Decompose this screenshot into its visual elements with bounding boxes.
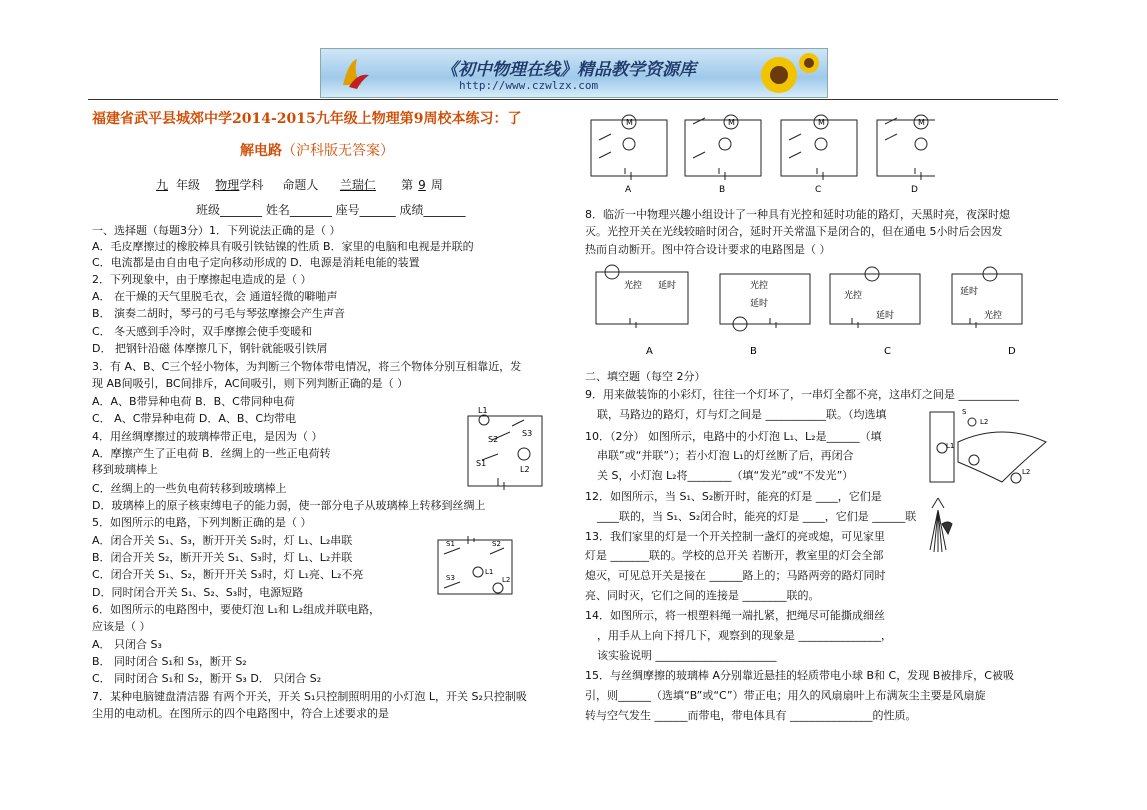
q1-options-cd: C．电流都是由自由电子定向移动形成的 D．电源是消耗电能的装置 — [92, 256, 420, 269]
q6-option-a: A． 只闭合 S₃ — [92, 638, 162, 651]
q2-option-a: A． 在干燥的天气里脱毛衣，会 通道轻微的噼啪声 — [92, 290, 338, 303]
title-edition: （沪科版无答案） — [282, 143, 394, 159]
label-s3: S3 — [522, 429, 533, 438]
q4-stem: 4．用丝绸摩擦过的玻璃棒带正电，是因为（ ） — [92, 430, 323, 443]
week-unit: 周 — [430, 178, 443, 192]
q2-option-d: D． 把钢针沿磁 体摩擦几下，钢针就能吸引铁屑 — [92, 342, 328, 355]
label-l1: L1 — [946, 442, 955, 450]
q8b-delay-label: 延时 — [750, 299, 769, 309]
section-fill-in-title: 二、填空题（每空 2分） — [585, 370, 706, 383]
subject-label: 学科 — [239, 178, 264, 192]
q10-stem: 10．（2分） 如图所示，电路中的小灯泡 L₁、L₂是______（填 — [585, 430, 882, 443]
logo-icon — [335, 55, 375, 93]
q9-stem-cont: 联，马路边的路灯，灯与灯之间是 ___________联。（均选填 — [597, 408, 887, 421]
author-value: 兰瑞仁 — [339, 178, 376, 192]
q8-circuit-options — [590, 262, 1030, 360]
q7-stem: 7．某种电脑键盘清洁器 有两个开关，开关 S₁只控制照明用的小灯泡 L，开关 S₂只控制吸 — [92, 690, 527, 703]
label-l1: L1 — [478, 406, 488, 415]
q7-label-a: A — [625, 185, 632, 195]
label-l2: L2 — [980, 418, 989, 426]
q7-stem-cont: 尘用的电动机。在图所示的四个电路图中，符合上述要求的是 — [92, 707, 389, 720]
q6-option-b: B． 同时闭合 S₁和 S₃，断开 S₂ — [92, 655, 247, 668]
q15-stem-cont1: 引，则______（选填“B”或“C”）带正电；用久的风扇扇叶上布满灰尘主要是风扇旋 — [585, 689, 986, 702]
q6-options-cd: C． 同时闭合 S₁和 S₂，断开 S₃ D． 只闭合 S₂ — [92, 672, 322, 685]
motor-label-b: M — [728, 118, 735, 127]
q13-stem-cont1: 灯是 _______联的。学校的总开关 若断开，教室里的灯会全部 — [585, 549, 884, 562]
label-s3: S3 — [446, 574, 455, 582]
q14-plastic-rope-figure — [926, 494, 956, 556]
grade-value: 九 — [156, 178, 169, 192]
q15-stem-cont2: 转与空气发生 ______而带电，带电体具有 _______________的性质。 — [585, 709, 917, 722]
q8a-light-label: 光控 — [624, 281, 643, 291]
q8-stem-cont1: 灭。光控开关在光线较暗时闭合，延时开关常温下是闭合的，但在通电 5小时后会因发 — [585, 225, 1003, 238]
q8-label-a: A — [646, 346, 653, 357]
label-l1: L1 — [485, 568, 494, 576]
label-l2: L2 — [520, 465, 530, 474]
q7-label-d: D — [911, 185, 918, 195]
q10-stem-cont2: 关 S，小灯泡 L₂将________（填“发光”或“不发光”） — [597, 469, 854, 482]
motor-label-d: M — [918, 118, 925, 127]
q10-stem-cont1: 串联”或“并联”）；若小灯泡 L₁的灯丝断了后，再闭合 — [597, 449, 854, 462]
q8-stem: 8．临沂一中物理兴趣小组设计了一种具有光控和延时功能的路灯，天黑时亮，夜深时熄 — [585, 208, 1010, 221]
label-s: S — [962, 408, 967, 416]
q12-stem: 12．如图所示，当 S₁、S₂断开时，能亮的灯是 ____，它们是 — [585, 490, 882, 503]
title-main: 解电路 — [240, 143, 282, 159]
q3-options-cd: C． A、C带异种电荷 D．A、B、C均带电 — [92, 412, 297, 425]
q4-option-b-cont: 移到玻璃棒上 — [92, 463, 158, 476]
motor-label-a: M — [626, 118, 633, 127]
q15-stem: 15．与丝绸摩擦的玻璃棒 A分别靠近悬挂的轻质带电小球 B和 C，发现 B被排斥，C被吸 — [585, 669, 1014, 682]
q3-options-ab: A．A、B带异种电荷 B．B、C带同种电荷 — [92, 395, 295, 408]
q1-options-ab: A．毛皮摩擦过的橡胶棒具有吸引铁钴镍的性质 B．家里的电脑和电视是并联的 — [92, 240, 474, 253]
q7-label-c: C — [815, 185, 822, 195]
q8-stem-cont2: 热而自动断开。图中符合设计要求的电路图是（ ） — [585, 243, 831, 256]
week-value: 9 — [418, 178, 426, 192]
page-title: 福建省武平县城郊中学2014-2015九年级上物理第9周校本练习：了 — [92, 111, 522, 127]
q5-option-c: C．闭合开关 S₁、S₂，断开开关 S₃时，灯 L₁亮、L₂不亮 — [92, 568, 364, 581]
q14-stem-cont2: 该实验说明 ______________________ — [597, 649, 777, 662]
header-rule — [88, 99, 1058, 100]
label-l2: L2 — [502, 576, 511, 584]
meta-line — [148, 178, 443, 192]
subject-value: 物理 — [215, 178, 240, 192]
q13-stem-cont3: 亮、同时灭，它们之间的连接是 ________联的。 — [585, 589, 820, 602]
sunflower-icon — [731, 51, 821, 95]
q6-stem-cont: 应该是（ ） — [92, 620, 151, 633]
q12-stem-cont: ____联的，当 S₁、S₂闭合时，能亮的灯是 ____，它们是 ______联 — [597, 510, 917, 523]
q5-option-a: A．闭合开关 S₁、S₃，断开开关 S₂时，灯 L₁、L₂串联 — [92, 534, 353, 547]
q4-circuit-figure — [462, 404, 550, 496]
q4-options-ab: A．摩擦产生了正电荷 B．丝绸上的一些正电荷转 — [92, 447, 331, 460]
banner-title: 《初中物理在线》精品教学资源库 — [441, 60, 696, 80]
q6-stem: 6．如图所示的电路图中，要使灯泡 L₁和 L₂组成并联电路， — [92, 603, 381, 616]
header-banner — [320, 48, 828, 98]
motor-label-c: M — [818, 118, 825, 127]
q14-stem-cont1: ，用手从上向下捋几下，观察到的现象是 _______________， — [597, 629, 892, 642]
q4-option-d: D．玻璃棒上的原子核束缚电子的能力弱，使一部分电子从玻璃棒上转移到丝绸上 — [92, 499, 486, 512]
q8c-delay-label: 延时 — [876, 311, 895, 321]
q8a-delay-label: 延时 — [658, 281, 677, 291]
q8c-light-label: 光控 — [844, 291, 863, 301]
q8b-light-label: 光控 — [750, 281, 769, 291]
q2-stem: 2．下列现象中，由于摩擦起电造成的是（ ） — [92, 273, 312, 286]
label-s1: S1 — [476, 459, 487, 468]
q2-option-c: C． 冬天感到手冷时，双手摩擦会使手变暖和 — [92, 325, 313, 338]
label-l2-photo: L2 — [1022, 468, 1031, 476]
week-label: 第 — [401, 178, 414, 192]
q1-stem: 一、选择题（每题3分）1．下列说法正确的是（ ） — [92, 224, 341, 237]
q7-label-b: B — [719, 185, 726, 195]
q8d-light-label: 光控 — [984, 311, 1003, 321]
author-label: 命题人 — [282, 178, 319, 192]
q13-stem-cont2: 熄灭，可见总开关是接在 ______路上的；马路两旁的路灯同时 — [585, 569, 886, 582]
label-s1: S1 — [446, 540, 455, 548]
q6-circuit-figure — [432, 532, 520, 600]
q10-circuit-figure — [922, 402, 1052, 500]
q8d-delay-label: 延时 — [960, 287, 979, 297]
label-s2: S2 — [492, 540, 501, 548]
q7-circuit-options — [585, 110, 935, 200]
banner-url: http://www.czwlzx.com — [459, 79, 599, 92]
q9-stem: 9．用来做装饰的小彩灯，往往一个灯坏了，一串灯全都不亮，这串灯之间是 ___________ — [585, 388, 1019, 401]
q3-stem: 3．有 A、B、C三个轻小物体，为判断三个物体带电情况，将三个物体分别互相靠近，发 — [92, 360, 522, 373]
q5-option-d: D．同时闭合开关 S₁、S₂、S₃时，电源短路 — [92, 586, 304, 599]
label-s2: S2 — [488, 435, 499, 444]
page-title-continued — [240, 140, 394, 160]
grade-label: 年级 — [176, 178, 201, 192]
q2-option-b: B． 演奏二胡时，琴弓的弓毛与琴弦摩擦会产生声音 — [92, 307, 346, 320]
q13-stem: 13．我们家里的灯是一个开关控制一盏灯的亮或熄，可见家里 — [585, 530, 885, 543]
q5-option-b: B．闭合开关 S₂，断开开关 S₁、S₃时，灯 L₁、L₂并联 — [92, 551, 353, 564]
q5-stem: 5．如图所示的电路，下列判断正确的是（ ） — [92, 516, 312, 529]
lamp-l2 — [518, 448, 530, 460]
student-info-line: 班级_______ 姓名_______ 座号______ 成绩_______ — [196, 203, 466, 217]
q3-stem-cont: 现 AB间吸引，BC间排斥，AC间吸引，则下列判断正确的是（ ） — [92, 377, 409, 390]
q8-label-b: B — [750, 346, 757, 357]
q8-label-d: D — [1008, 346, 1016, 357]
q8-label-c: C — [884, 346, 891, 357]
q14-stem: 14．如图所示，将一根塑料绳一端扎紧，把绳尽可能撕成细丝 — [585, 609, 885, 622]
q4-option-c: C．丝绸上的一些负电荷转移到玻璃棒上 — [92, 482, 287, 495]
